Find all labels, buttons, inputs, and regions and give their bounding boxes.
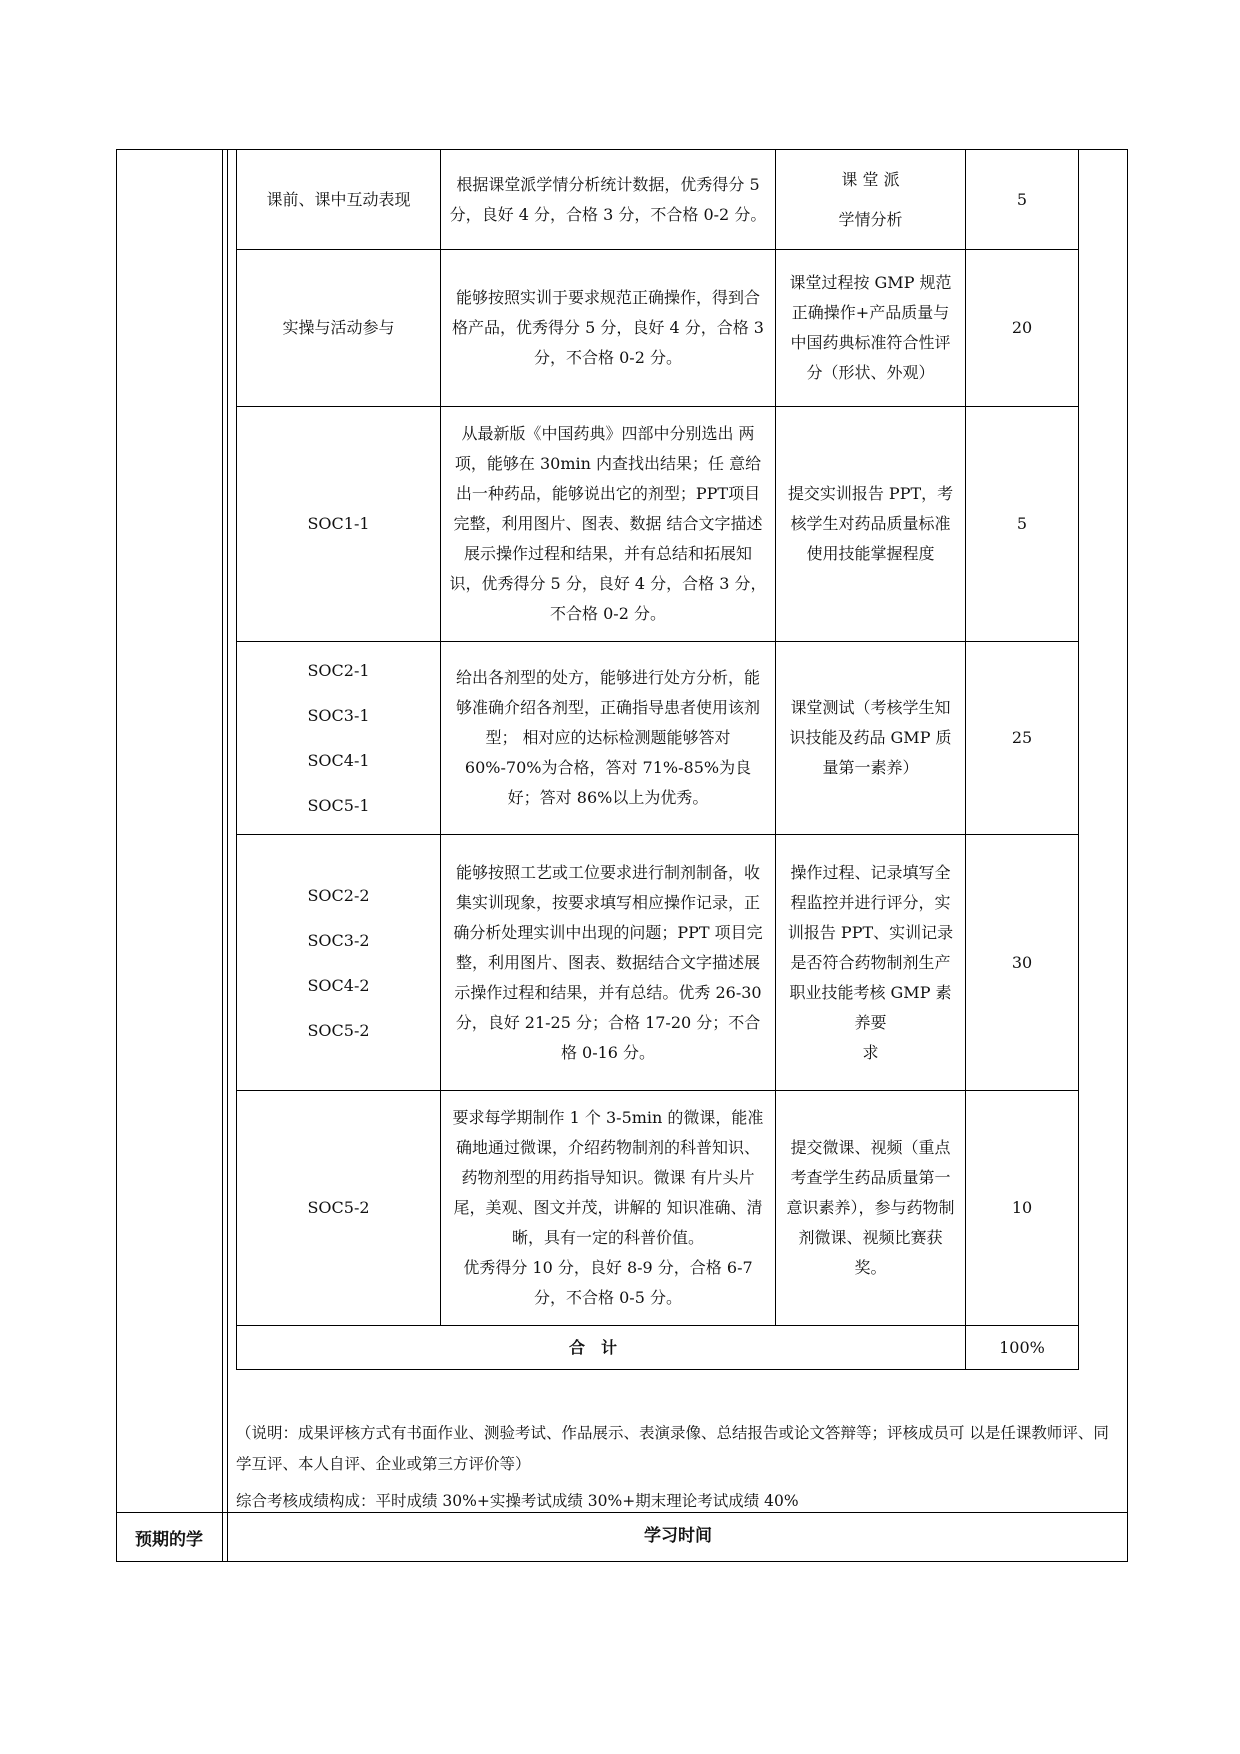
soc-code: SOC2-2 [307,885,370,905]
soc-code: SOC5-1 [307,796,370,815]
table-row [237,1091,1079,1326]
assessment-standard: 从最新版《中国药典》四部中分别选出 两项，能够在 30min 内查找出结果；任 意给出一种药品，能够说出它的剂型；PPT项目完整，利用图片、图表、数据 结合文字描述展示操作过程和结果，并有总结和拓展知识，优秀得分 5 分，良好 4 分，合格 3 分，不合格 0-2 分。 [441,407,776,642]
left-column-divider [222,149,228,1562]
table-row [237,642,1079,835]
assessment-standard: 能够按照工艺或工位要求进行制剂制备，收集实训现象，按要求填写相应操作记录，正确分析处理实训中出现的问题；PPT 项目完整，利用图片、图表、数据结合文字描述展示操作过程和结果，并有总结。优秀 26-30 分，良好 21-25 分；合格 17-20 分；不合格 0-16 分。 [441,835,776,1091]
assessment-method: 操作过程、记录填写全程监控并进行评分，实训报告 PPT、实训记录是否符合药物制剂生产职业技能考核 GMP 素养要 求 [776,835,966,1091]
assessment-weight: 20 [966,250,1079,407]
table-row [237,150,1079,250]
assessment-item: SOC5-2 [237,1091,441,1326]
assessment-standard: 给出各剂型的处方，能够进行处方分析，能够准确介绍各剂型，正确指导患者使用该剂型； 相对应的达标检测题能够答对 60%-70%为合格，答对 71%-85%为良好；答对 86%以上为优秀。 [441,642,776,835]
explanatory-note: （说明：成果评核方式有书面作业、测验考试、作品展示、表演录像、总结报告或论文答辩等；评核成员可 以是任课教师评、同学互评、本人自评、企业或第三方评价等） [236,1424,1109,1473]
assessment-item-list [237,835,441,1091]
table-row [237,407,1079,642]
soc-code: SOC4-2 [307,975,370,995]
assessment-standard: 要求每学期制作 1 个 3-5min 的微课，能准确地通过微课，介绍药物制剂的科普知识、药物剂型的用药指导知识。微课 有片头片尾，美观、图文并茂，讲解的 知识准确、清晰，具有一定的科普价值。 优秀得分 10 分，良好 8-9 分，合格 6-7 分，不合格 0-5 分。 [441,1091,776,1326]
assessment-weight: 25 [966,642,1079,835]
assessment-method: 提交实训报告 PPT，考核学生对药品质量标准使用技能掌握程度 [776,407,966,642]
total-value: 100% [966,1326,1079,1370]
assessment-weight: 5 [966,150,1079,250]
assessment-weight: 10 [966,1091,1079,1326]
assessment-standard: 能够按照实训于要求规范正确操作，得到合格产品，优秀得分 5 分，良好 4 分，合格 3 分，不合格 0-2 分。 [441,250,776,407]
assessment-item: 实操与活动参与 [237,250,441,407]
soc-code: SOC3-2 [307,930,370,950]
assessment-item-list [237,642,441,835]
soc-code: SOC5-2 [307,1020,370,1040]
grade-composition-summary: 综合考核成绩构成：平时成绩 30%+实操考试成绩 30%+期末理论考试成绩 40% [236,1492,799,1510]
assessment-item: SOC1-1 [237,407,441,642]
soc-code: SOC3-1 [307,706,370,725]
soc-code: SOC4-1 [307,751,370,770]
assessment-item: 课前、课中互动表现 [237,150,441,250]
table-row [237,250,1079,407]
assessment-weight: 5 [966,407,1079,642]
assessment-weight: 30 [966,835,1079,1091]
assessment-standard: 根据课堂派学情分析统计数据，优秀得分 5 分，良好 4 分，合格 3 分，不合格 0-2 分。 [441,150,776,250]
soc-code: SOC2-1 [307,661,370,680]
assessment-rubric-table [236,149,1079,1370]
table-row [237,835,1079,1091]
footer-left-label: 预期的学 [135,1529,203,1550]
assessment-method: 课堂测试（考核学生知识技能及药品 GMP 质量第一素养） [776,642,966,835]
assessment-method: 课堂过程按 GMP 规范正确操作+产品质量与中国药典标准符合性评分（形状、外观） [776,250,966,407]
total-row [237,1326,1079,1370]
assessment-method: 提交微课、视频（重点考查学生药品质量第一意识素养），参与药物制剂微课、视频比赛获奖。 [776,1091,966,1326]
footer-center-label: 学习时间 [644,1525,712,1546]
total-label: 合计 [237,1326,966,1370]
assessment-method: 课 堂 派 学情分析 [776,150,966,250]
